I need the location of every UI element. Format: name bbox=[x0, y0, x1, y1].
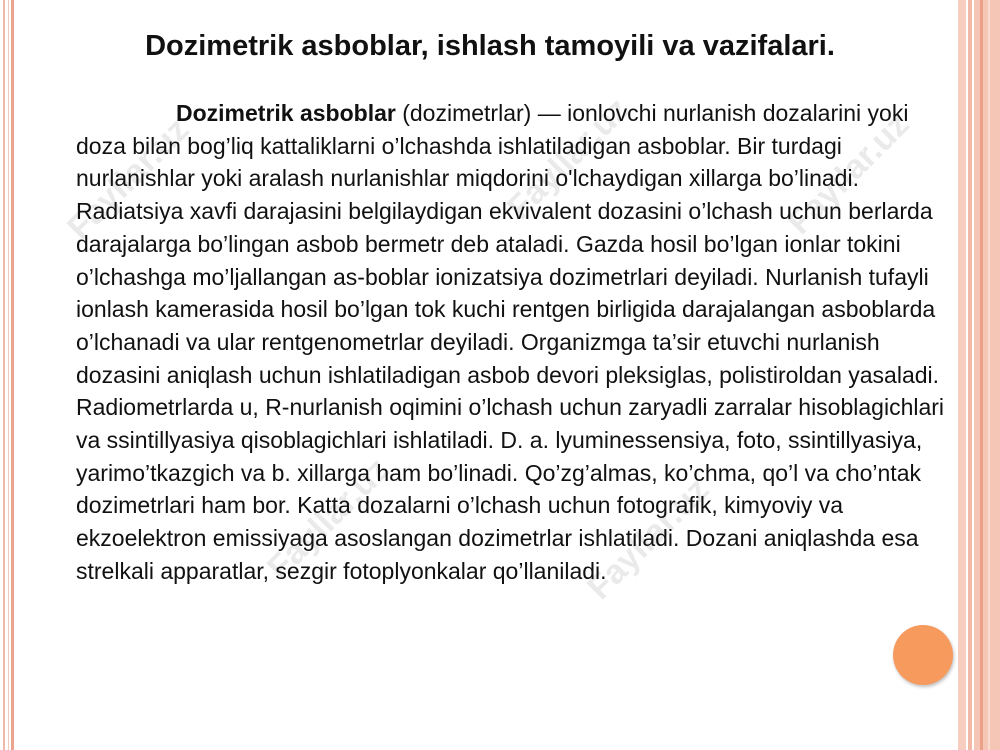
slide-body-text bbox=[76, 97, 946, 588]
left-border-line bbox=[3, 0, 5, 750]
watermark: Fayllar.uz bbox=[780, 105, 917, 242]
body-lead-term: Dozimetrik asboblar bbox=[176, 100, 396, 126]
left-border-line bbox=[11, 0, 14, 750]
right-border-band bbox=[958, 0, 966, 750]
right-border-band bbox=[968, 0, 972, 750]
watermark: Fayllar.uz bbox=[260, 450, 397, 587]
body-paragraph: (dozimetrlar) — ionlovchi nurlanish dozalarini yoki doza bilan bog’liq kattaliklarni o’lchashda ishlatiladigan asboblar. Bir turdagi nurlanishlar yoki aralash nurlanishlar miqdorini o'lchaydigan xillarga bo’linadi. Radiatsiya xavfi darajasini belgilaydigan ekvivalent dozasini o’lchash uchun berlarda darajalarga bo’lingan asbob bermetr deb ataladi. Gazda hosil bo’lgan ionlar tokini o’lchashga mo’ljallangan as-boblar ionizatsiya dozimetrlari deyiladi. Nurlanish tufayli ionlash kamerasida hosil bo’lgan tok kuchi rentgen birligida darajalangan asboblarda o’lchanadi va ular rentgenometrlar deyiladi. Organizmga ta’sir etuvchi nurlanish dozasini aniqlash uchun ishlatiladigan asbob devori pleksiglas, polistiroldan yasaladi. Radiometrlarda u, R-nurlanish oqimini o’lchash uchun zaryadli zarralar hisoblagichlari va ssintillyasiya qisoblagichlari ishlatiladi. D. a. lyuminessensiya, foto, ssintillyasiya, yarimo’tkazgich va b. xillarga ham bo’linadi. Qo’zg’almas, ko’chma, qo’l va cho’ntak dozimetrlari ham bor. Katta dozalarni o’lchash uchun fotografik, kimyoviy va ekzoelektron emissiyaga asoslangan dozimetrlar ishlatiladi. Dozani aniqlashda esa strelkali apparatlar, sezgir fotoplyonkalar qo’llaniladi. bbox=[76, 100, 945, 584]
watermark: Fayllar.uz bbox=[580, 470, 717, 607]
slide-title: Dozimetrik asboblar, ishlash tamoyili va vazifalari. bbox=[145, 30, 835, 62]
watermark: Fayllar.uz bbox=[60, 110, 197, 247]
watermark: Fayllar.uz bbox=[500, 90, 637, 227]
orange-circle-decoration bbox=[893, 625, 953, 685]
right-border-band bbox=[988, 0, 990, 750]
left-border-line bbox=[8, 0, 9, 750]
right-border-band bbox=[974, 0, 1000, 750]
right-border-band bbox=[980, 0, 983, 750]
